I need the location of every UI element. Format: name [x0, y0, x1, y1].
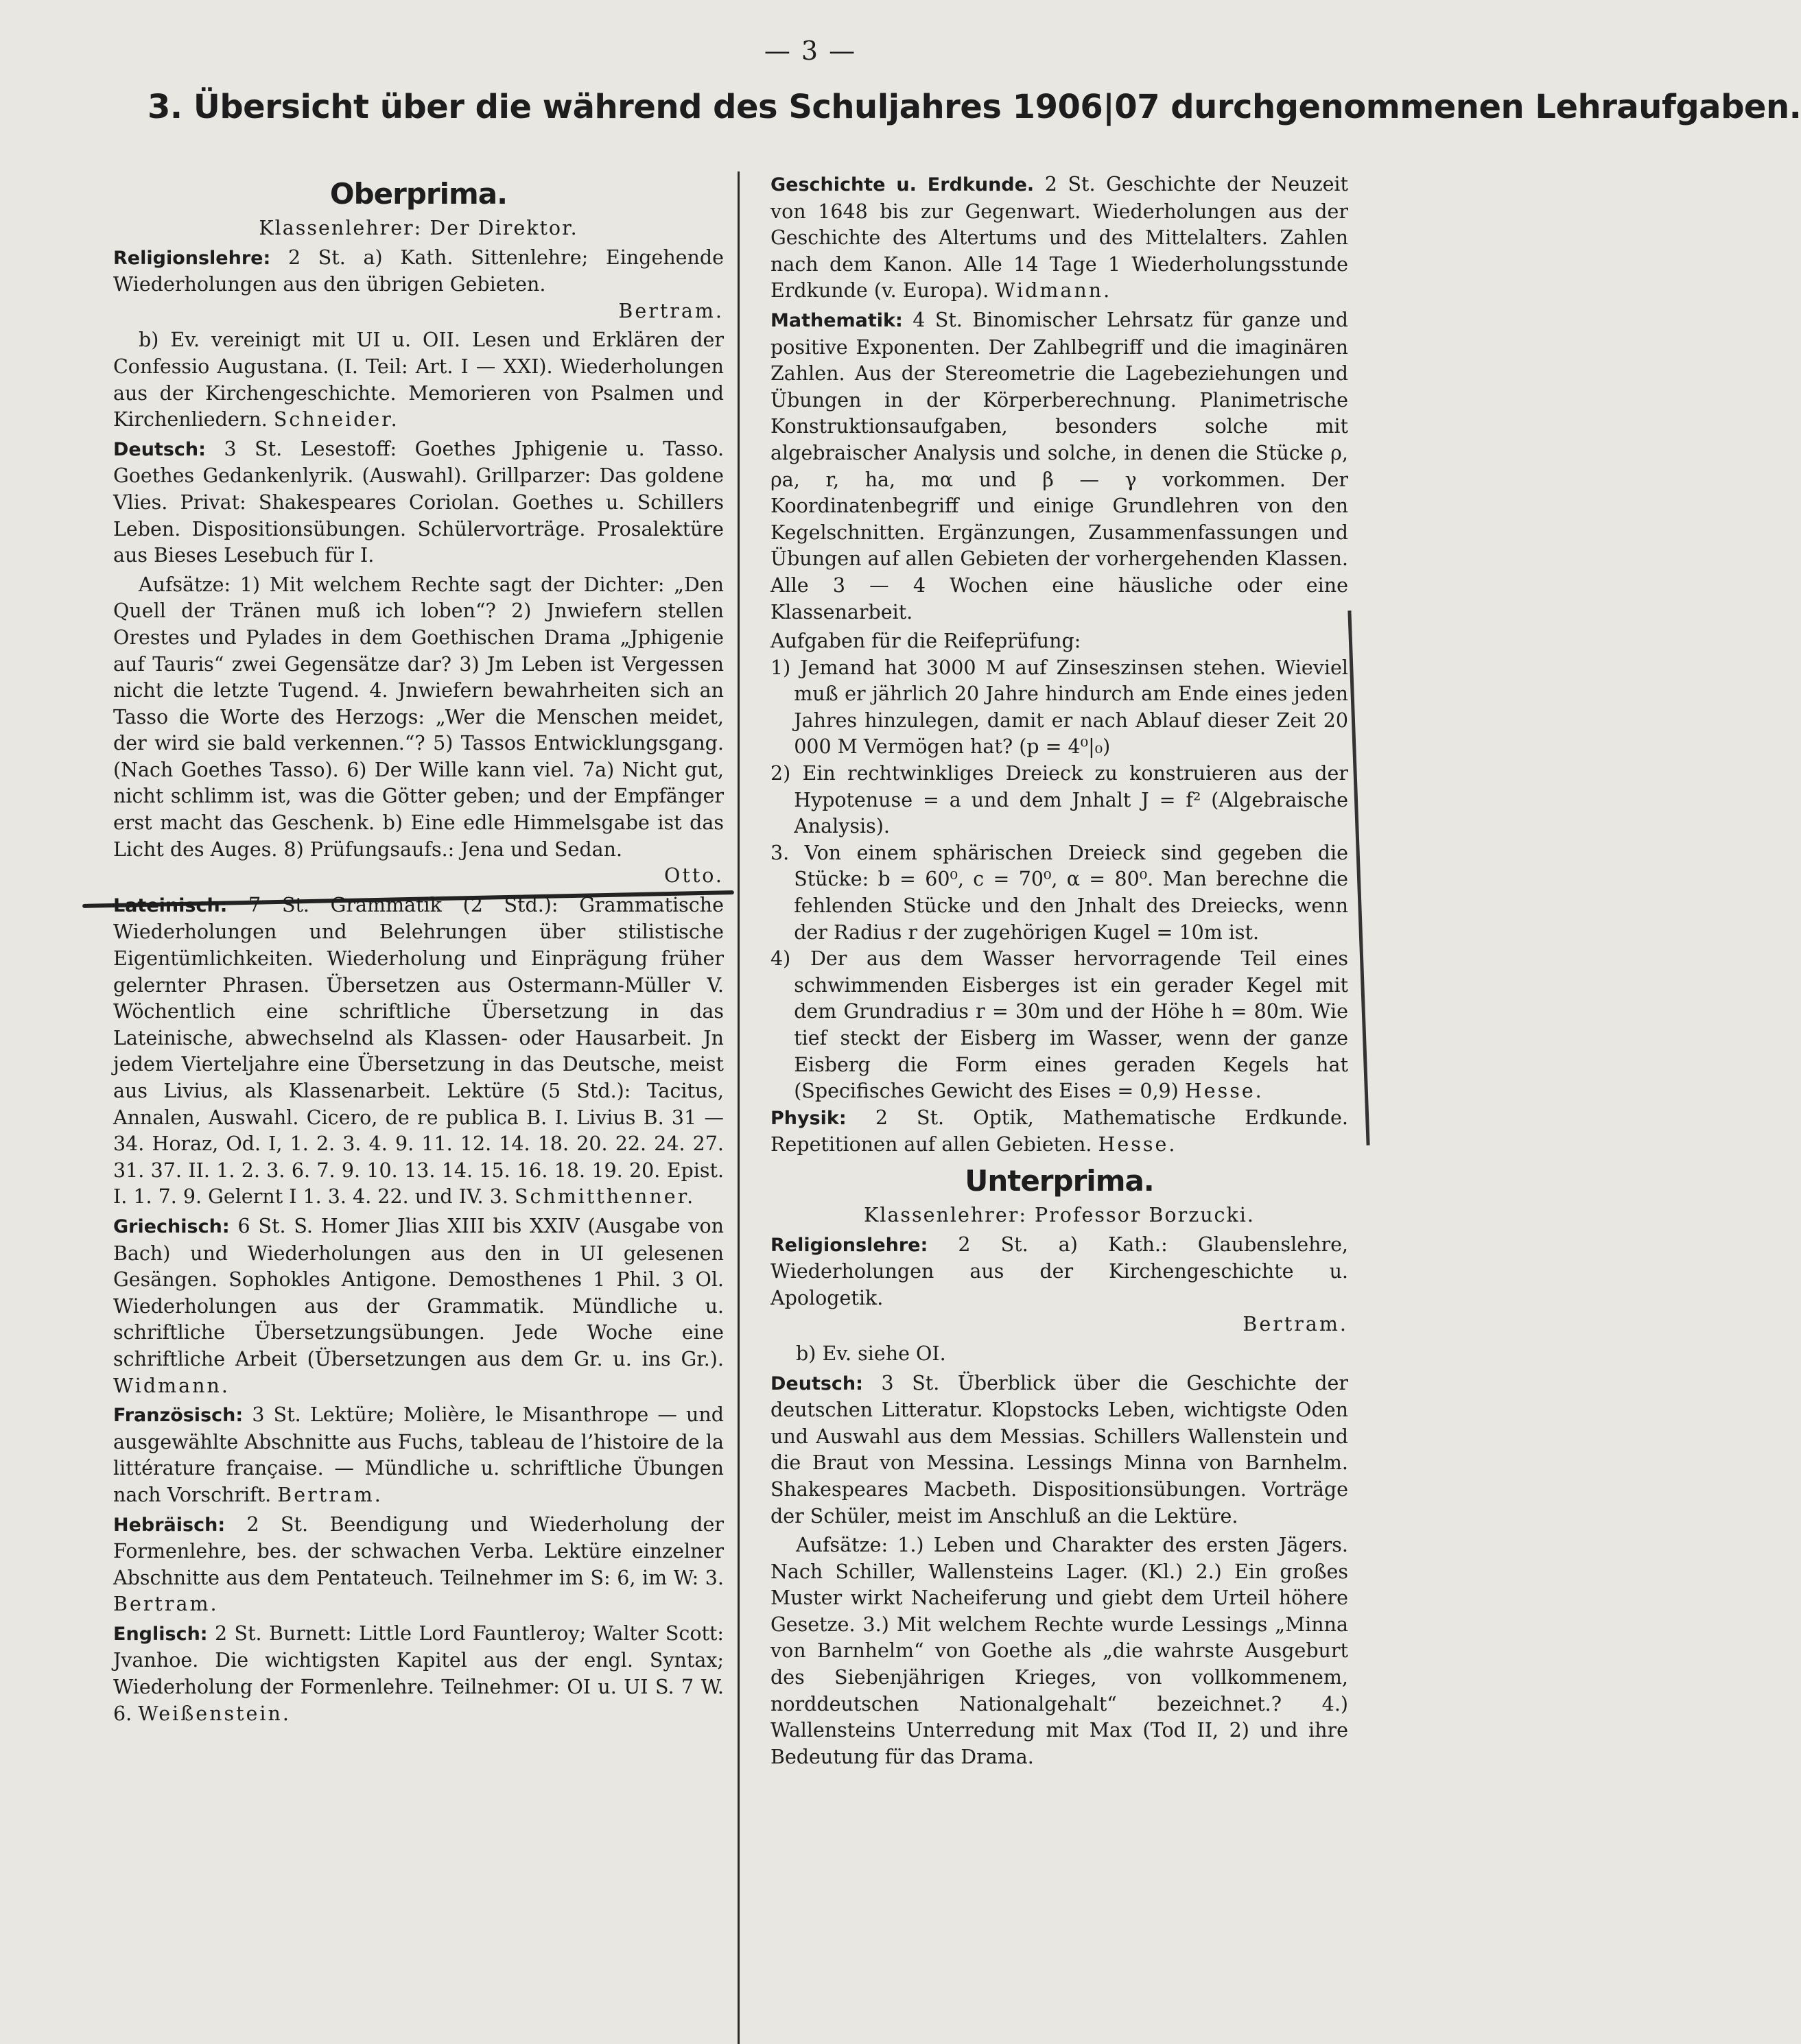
subject-heading: Geschichte u. Erdkunde. [770, 174, 1035, 195]
oberprima-class-teacher: Klassenlehrer: Der Direktor. [259, 217, 578, 239]
page-number: — 3 — [764, 36, 857, 66]
teacher-name: Schneider. [273, 408, 399, 431]
oberprima-geschichte [770, 171, 1348, 305]
exam-task-3: 3. Von einem sphärischen Dreieck sind gegeben die Stücke: b = 60⁰, c = 70⁰, α = 80⁰. Man berechne die fehlenden Stücke und den Jnhalt des Dreiecks, wenn der Radius r der zugehörigen Kugel = 10m ist. [770, 841, 1348, 944]
teacher-name: Otto. [664, 864, 724, 888]
subject-text: 2 St. Beendigung und Wiederholung der Formenlehre, bes. der schwachen Verba. Lektüre einzelner Abschnitte aus dem Pentateuch. Teilnehmer im S: 6, im W: 3. [113, 1512, 724, 1589]
exam-tasks-heading: Aufgaben für die Reifeprüfung: [770, 630, 1081, 653]
oberprima-religion [113, 245, 724, 325]
subject-heading: Lateinisch: [113, 894, 228, 916]
teacher-name: Hesse. [1098, 1133, 1177, 1156]
teacher-name: Weißenstein. [138, 1702, 291, 1725]
essay-text: Aufsätze: 1) Mit welchem Rechte sagt der Dichter: „Den Quell der Tränen muß ich loben“? 2) Jnwiefern stellen Orestes und Pylades in dem Goethischen Drama „Jphigenie auf Tauris“ zwei Gegensätze dar? 3) Jm Leben ist Vergessen nicht die letzte Tugend. 4. Jnwiefern bewahrheiten sich an Tasso die Worte des Herzogs: „Wer die Menschen meidet, der wird sie bald verkennen.“? 5) Tassos Entwicklungsgang. (Nach Goethes Tasso). 6) Der Wille kann viel. 7a) Nicht gut, nicht schlimm ist, was die Götter geben; und der Empfänger erst macht das Geschenk. b) Eine edle Himmelsgabe ist das Licht des Auges. 8) Prüfungsaufs.: Jena und Sedan. [113, 573, 724, 861]
subject-text: 2 St. Optik, Mathematische Erdkunde. Repetitionen auf allen Gebieten. [770, 1106, 1348, 1156]
teacher-name: Bertram. [277, 1483, 383, 1506]
subject-text: 6 St. S. Homer Jlias XIII bis XXIV (Ausgabe von Bach) und Wiederholungen aus den in UI gelesenen Gesängen. Sophokles Antigone. Demosthenes 1 Phil. 3 Ol. Wiederholungen aus der Grammatik. Mündliche u. schriftliche Übersetzungsübungen. Jede Woche eine schriftliche Arbeit (Übersetzungen aus dem Gr. u. ins Gr.). [113, 1214, 724, 1370]
subject-heading: Religionslehre: [113, 247, 271, 269]
oberprima-deutsch [113, 436, 724, 569]
subject-text: 2 St. a) Kath. Sittenlehre; Eingehende Wiederholungen aus den übrigen Gebieten. [113, 246, 725, 296]
subject-heading: Deutsch: [113, 438, 206, 460]
subject-heading: Englisch: [113, 1623, 208, 1645]
oberprima-heading: Oberprima. [329, 177, 508, 211]
left-column [113, 171, 724, 1730]
subject-heading: Hebräisch: [113, 1514, 226, 1536]
unterprima-deutsch-essays: Aufsätze: 1.) Leben und Charakter des ersten Jägers. Nach Schiller, Wallensteins Lager. (Kl.) 2.) Ein großes Muster wirkt Nacheiferung und giebt dem Urteil höhere Gesetze. 3.) Mit welchem Rechte wurde Lessings „Minna von Barnhelm“ von Goethe als „die wahrste Ausgeburt des Siebenjährigen Krieges, von vollkommenem, norddeutschen Nationalgehalt“ bezeichnet.? 4.) Wallensteins Unterredung mit Max (Tod II, 2) und ihre Bedeutung für das Drama. [770, 1534, 1348, 1768]
oberprima-englisch [113, 1621, 724, 1727]
page-title: 3. Übersicht über die während des Schuljahres 1906|07 durchgenommenen Lehraufgaben. [148, 88, 1801, 126]
subject-text: 2 St. Burnett: Little Lord Fauntleroy; Walter Scott: Jvanhoe. Die wichtigsten Kapitel aus der engl. Syntax; Wiederholung der Formenlehre. Teilnehmer: OI u. UI S. 7 W. 6. [113, 1621, 724, 1725]
oberprima-hebraeisch [113, 1512, 724, 1618]
subject-text: 7 St. Grammatik (2 Std.): Grammatische Wiederholungen und Belehrungen über stilistische Eigentümlichkeiten. Wiederholung und Einprägung früher gelernter Phrasen. Übersetzen aus Ostermann-Müller V. Wöchentlich eine schriftliche Übersetzung in das Lateinische, abwechselnd als Klassen- oder Hausarbeit. Jn jedem Vierteljahre eine Übersetzung in das Deutsche, meist aus Livius, als Klassenarbeit. Lektüre (5 Std.): Tacitus, Annalen, Auswahl. Cicero, de re publica B. I. Livius B. 31 — 34. Horaz, Od. I, 1. 2. 3. 4. 9. 11. 12. 14. 18. 20. 22. 24. 27. 31. 37. II. 1. 2. 3. 6. 7. 9. 10. 13. 14. 15. 16. 18. 19. 20. Epist. I. 1. 7. 9. Gelernt I 1. 3. 4. 22. und IV. 3. [113, 893, 724, 1209]
oberprima-mathematik [770, 307, 1348, 626]
exam-task-1: 1) Jemand hat 3000 M auf Zinseszinsen stehen. Wieviel muß er jährlich 20 Jahre hindurch am Ende eines jeden Jahres hinzulegen, damit er nach Ablauf dieser Zeit 20 000 M Vermögen hat? (p = 4⁰|₀) [770, 656, 1348, 759]
oberprima-griechisch [113, 1213, 724, 1399]
unterprima-religion-ev: b) Ev. siehe OI. [796, 1342, 946, 1365]
unterprima-class-teacher: Klassenlehrer: Professor Borzucki. [864, 1203, 1255, 1226]
oberprima-physik [770, 1105, 1348, 1158]
teacher-name: Bertram. [618, 299, 724, 322]
unterprima-religion [770, 1232, 1348, 1338]
subject-heading: Griechisch: [113, 1215, 230, 1237]
oberprima-franzoesisch [113, 1402, 724, 1508]
subject-text: b) Ev. vereinigt mit UI u. OII. Lesen und Erklären der Confessio Augustana. (I. Teil: Art. I — XXI). Wiederholungen aus der Kirchengeschichte. Memorieren von Psalmen und Kirchenliedern. [113, 329, 724, 431]
subject-heading: Französisch: [113, 1405, 244, 1427]
subject-heading: Mathematik: [770, 309, 903, 331]
right-column [770, 171, 1348, 1773]
column-divider [738, 171, 740, 2044]
teacher-name: Widmann. [113, 1374, 230, 1397]
subject-text: 3 St. Lesestoff: Goethes Jphigenie u. Tasso. Goethes Gedankenlyrik. (Auswahl). Grillparzer: Das goldene Vlies. Privat: Shakespeares Coriolan. Goethes u. Schillers Leben. Dispositionsübungen. Schülervorträge. Prosalektüre aus Bieses Lesebuch für I. [113, 437, 725, 567]
exam-task-2: 2) Ein rechtwinkliges Dreieck zu konstruieren aus der Hypotenuse = a und dem Jnhalt J = f² (Algebraische Analysis). [770, 762, 1348, 838]
subject-heading: Religionslehre: [770, 1234, 928, 1256]
subject-text: 2 St. Geschichte der Neuzeit von 1648 bis zur Gegenwart. Wiederholungen aus der Geschichte des Altertums und des Mittelalters. Zahlen nach dem Kanon. Alle 14 Tage 1 Wiederholungsstunde Erdkunde (v. Europa). [770, 173, 1348, 302]
handwritten-bracket-mark [1347, 610, 1369, 1145]
subject-text: 3 St. Lektüre; Molière, le Misanthrope — und ausgewählte Abschnitte aus Fuchs, tableau de l’histoire de la littérature française. — Mündliche u. schriftliche Übungen nach Vorschrift. [113, 1403, 725, 1506]
subject-text: 3 St. Überblick über die Geschichte der deutschen Litteratur. Klopstocks Leben, wichtigste Oden und Auswahl aus dem Messias. Schillers Wallenstein und die Braut von Messina. Lessings Minna von Barnhelm. Shakespeares Macbeth. Dispositionsübungen. Vorträge der Schüler, meist im Anschluß an die Lektüre. [770, 1371, 1348, 1528]
oberprima-religion-ev [113, 327, 724, 433]
unterprima-heading: Unterprima. [965, 1163, 1154, 1198]
subject-heading: Deutsch: [770, 1372, 863, 1394]
exam-task-4 [770, 946, 1348, 1105]
subject-heading: Physik: [770, 1107, 847, 1129]
unterprima-deutsch [770, 1370, 1348, 1530]
oberprima-deutsch-essays [113, 572, 724, 890]
teacher-name: Bertram. [1243, 1313, 1348, 1336]
subject-text: 2 St. a) Kath.: Glaubenslehre, Wiederholungen aus der Kirchengeschichte u. Apologetik. [770, 1233, 1348, 1309]
teacher-name: Widmann. [995, 279, 1112, 302]
subject-text: 4 St. Binomischer Lehrsatz für ganze und positive Exponenten. Der Zahlbegriff und die imaginären Zahlen. Aus der Stereometrie die Lagebeziehungen und Übungen in der Körperberechnung. Planimetrische Konstruktionsaufgaben, besonders solche mit algebraischer Analysis und solche, in denen die Stücke ρ, ρa, r, ha, mα und β — γ vorkommen. Der Koordinatenbegriff und einige Grundlehren von den Kegelschnitten. Ergänzungen, Zusammenfassungen und Übungen auf allen Gebieten der vorhergehenden Klassen. Alle 3 — 4 Wochen eine häusliche oder eine Klassenarbeit. [770, 308, 1349, 623]
exam-task-text: 4) Der aus dem Wasser hervorragende Teil eines schwimmenden Eisberges ist ein gerader Kegel mit dem Grundradius r = 30m und der Höhe h = 80m. Wie tief steckt der Eisberg im Wasser, wenn der ganze Eisberg die Form eines geraden Kegels hat (Specifisches Gewicht des Eises = 0,9) [770, 947, 1348, 1103]
teacher-name: Hesse. [1184, 1080, 1264, 1103]
oberprima-latein [113, 892, 724, 1211]
teacher-name: Bertram. [113, 1593, 219, 1616]
teacher-name: Schmitthenner. [514, 1185, 696, 1209]
